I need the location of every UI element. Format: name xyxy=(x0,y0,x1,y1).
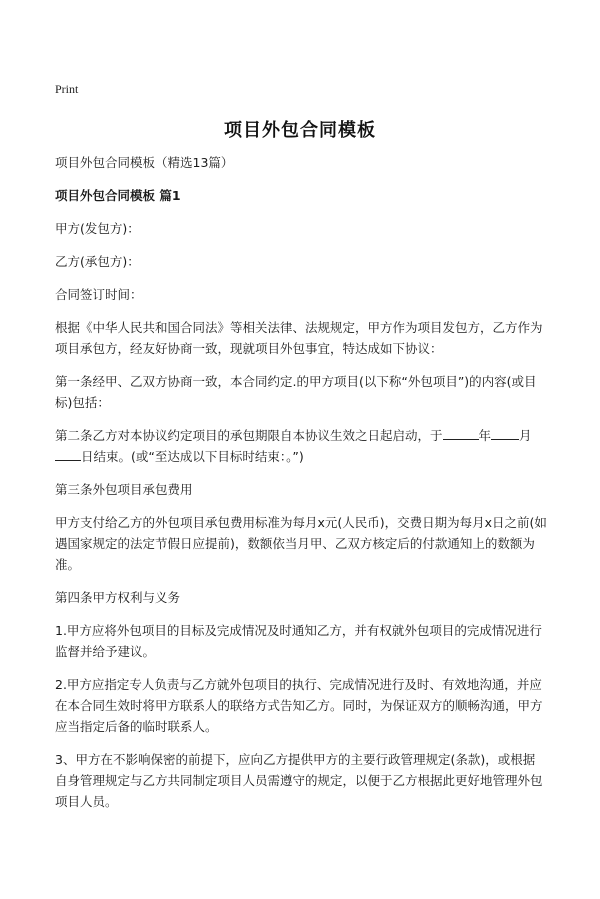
party-a-line: 甲方(发包方)： xyxy=(55,221,140,236)
article-1: 第一条经甲、乙双方协商一致，本合同约定.的甲方项目(以下称“外包项目”)的内容(或目标)包括： xyxy=(55,374,537,410)
article-4-item-2: 2.甲方应指定专人负责与乙方就外包项目的执行、完成情况进行及时、有效地沟通，并应在本合同生效时将甲方联系人的联络方式告知乙方。同时，为保证双方的顺畅沟通，甲方应当指定后备的临时联系人。 xyxy=(55,677,543,734)
day-blank xyxy=(55,446,81,461)
article-3-body: 甲方支付给乙方的外包项目承包费用标准为每月x元(人民币)，交费日期为每月x日之前(如遇国家规定的法定节假日应提前)，数额依当月甲、乙双方核定后的付款通知上的数额为准。 xyxy=(55,515,547,572)
month-label: 月 xyxy=(519,428,532,443)
section-heading: 项目外包合同模板 篇1 xyxy=(55,188,181,203)
year-blank xyxy=(443,425,479,440)
document-body xyxy=(55,152,547,824)
page-title: 项目外包合同模板 xyxy=(224,120,376,141)
article-4-item-3: 3、甲方在不影响保密的前提下，应向乙方提供甲方的主要行政管理规定(条款)，或根据自身管理规定与乙方共同制定项目人员需遵守的规定，以便于乙方根据此更好地管理外包项目人员。 xyxy=(55,752,543,809)
day-label: 日结束。(或“至达成以下目标时结束：。”) xyxy=(81,449,304,464)
article-2 xyxy=(55,425,547,467)
law-paragraph: 根据《中华人民共和国合同法》等相关法律、法规规定，甲方作为项目发包方，乙方作为项目承包方，经友好协商一致，现就项目外包事宜，特达成如下协议： xyxy=(55,320,543,356)
party-b-line: 乙方(承包方)： xyxy=(55,254,140,269)
sign-time-line: 合同签订时间： xyxy=(55,287,143,302)
article-4-item-1: 1.甲方应将外包项目的目标及完成情况及时通知乙方，并有权就外包项目的完成情况进行监督并给予建议。 xyxy=(55,623,542,659)
year-label: 年 xyxy=(478,428,492,443)
print-link[interactable]: Print xyxy=(55,82,79,96)
subtitle: 项目外包合同模板（精选13篇） xyxy=(55,155,234,170)
article-3-heading: 第三条外包项目承包费用 xyxy=(55,482,193,497)
article-2-text: 第二条乙方对本协议约定项目的承包期限自本协议生效之日起启动，于 xyxy=(55,428,443,443)
month-blank xyxy=(491,425,519,440)
article-4-heading: 第四条甲方权利与义务 xyxy=(55,590,181,605)
